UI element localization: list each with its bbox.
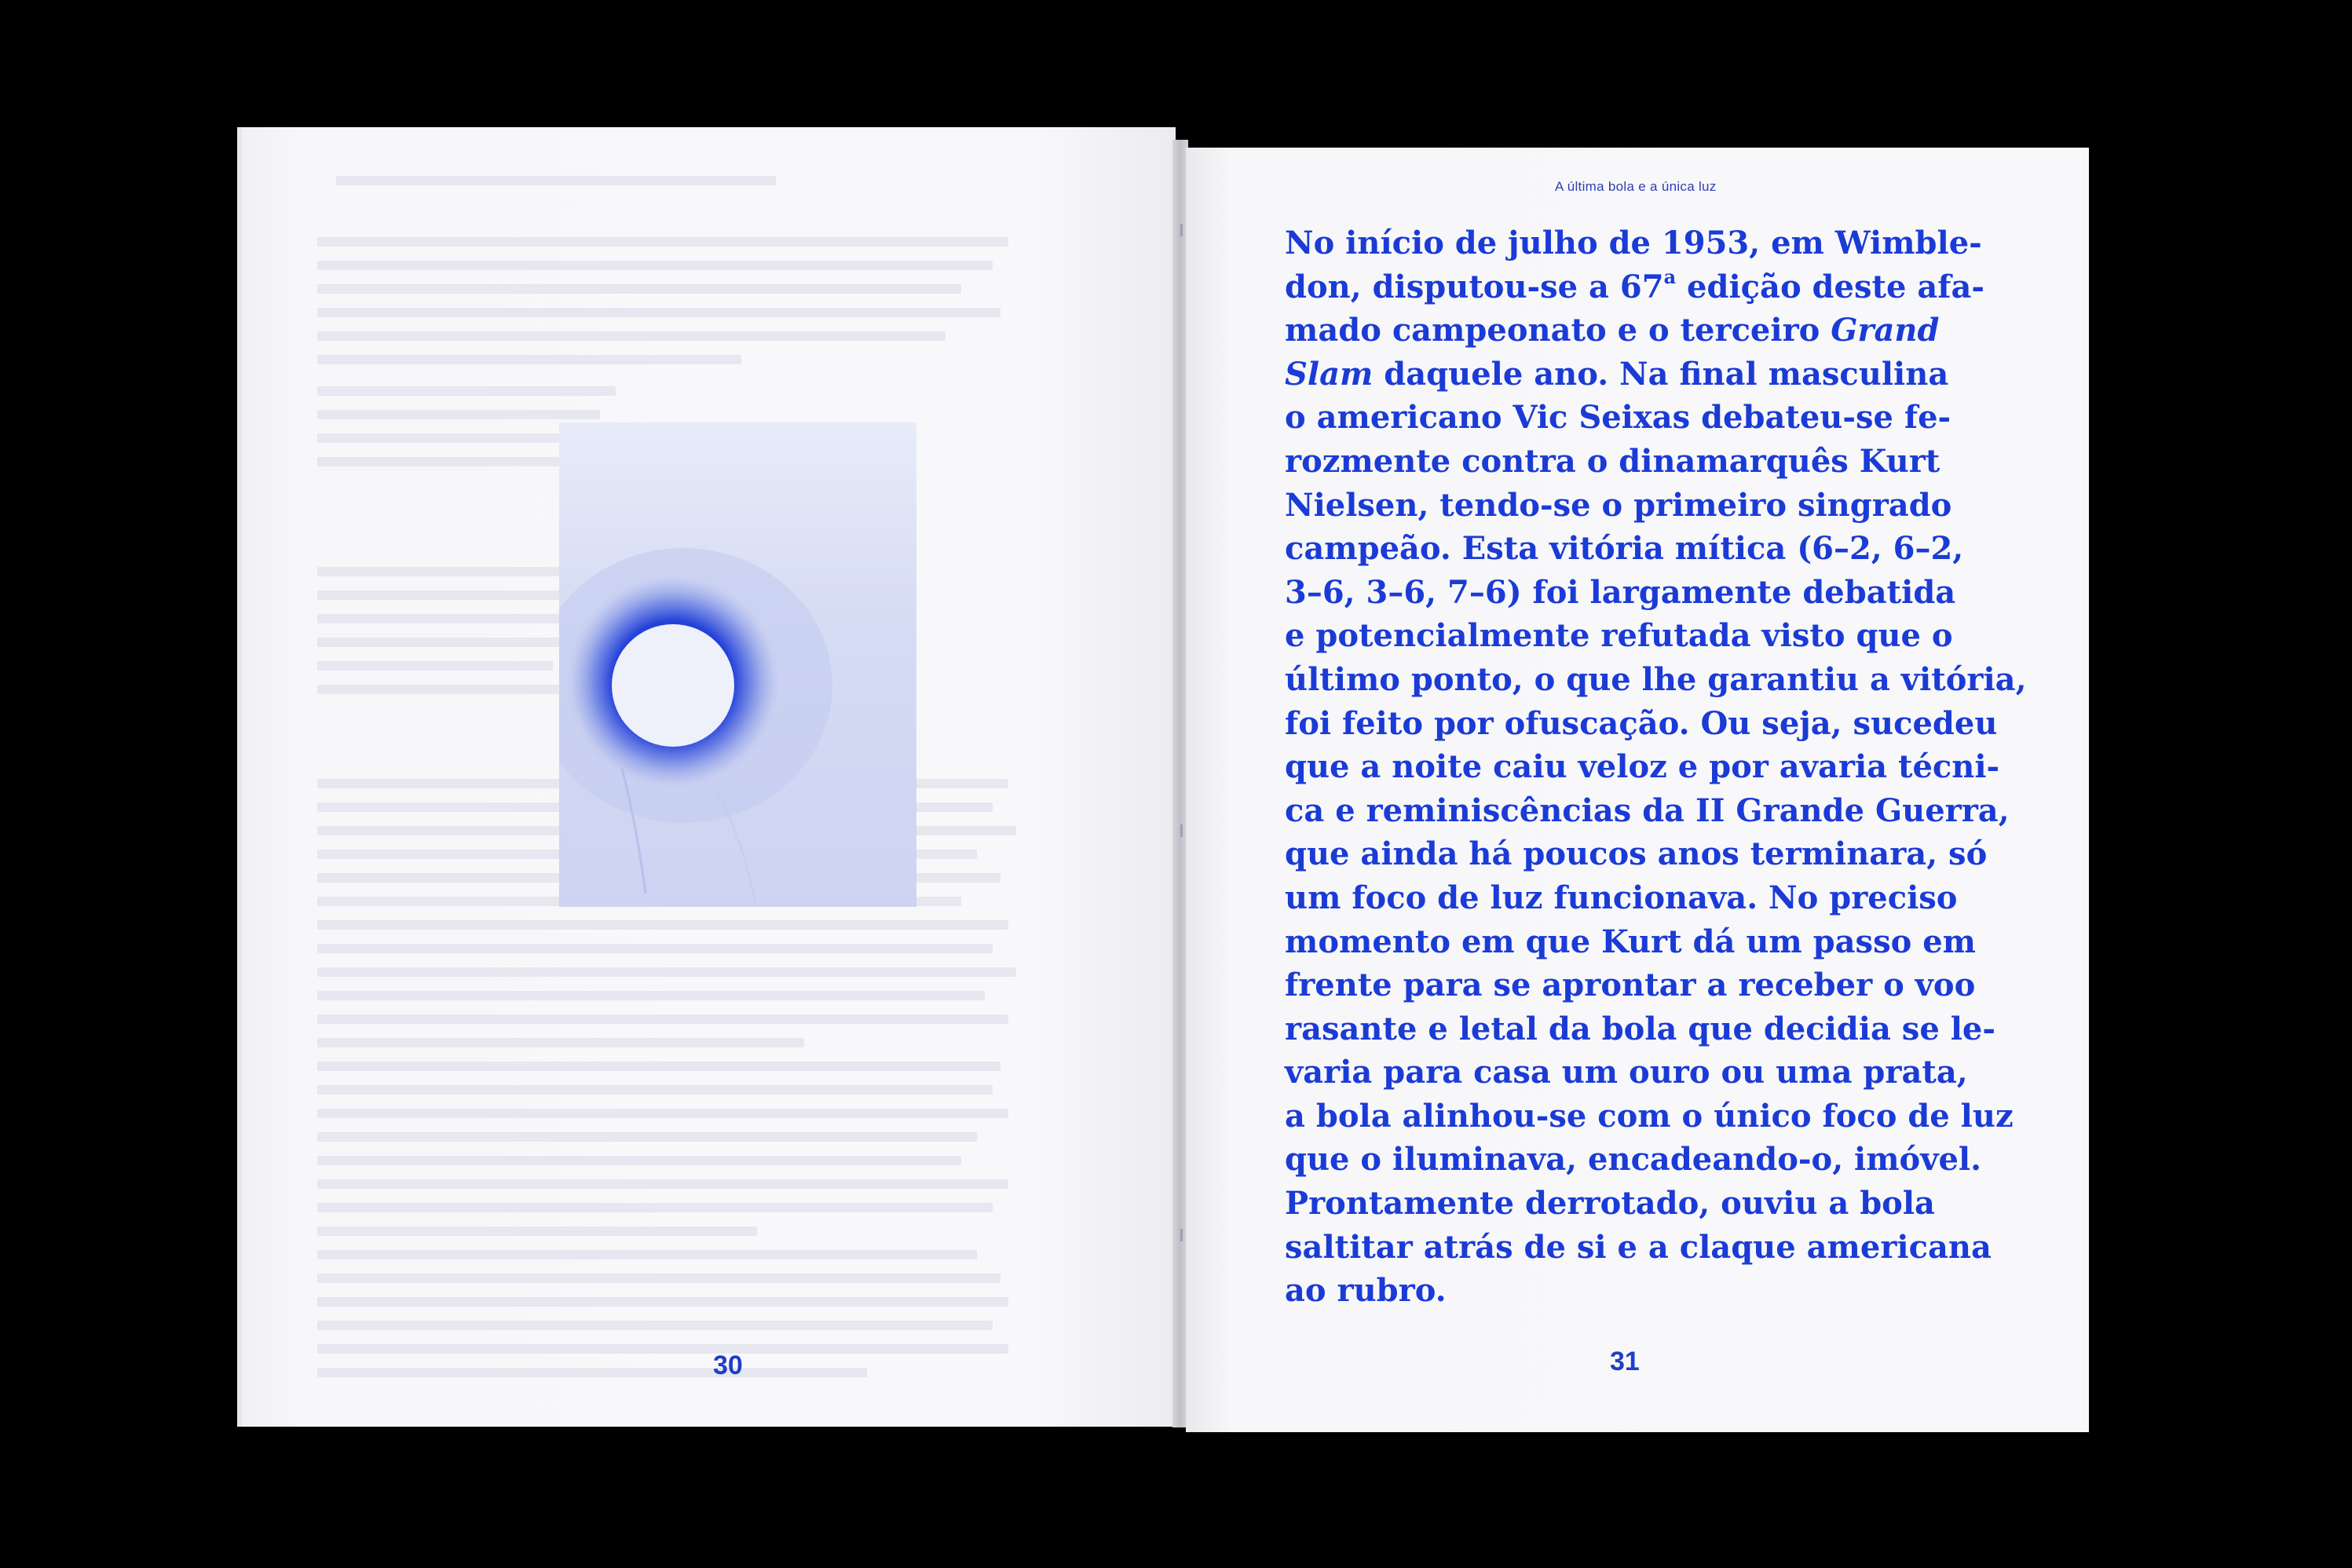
running-head: A última bola e a única luz [1555, 179, 1717, 194]
text-line: Nielsen, tendo-se o primeiro singrado [1285, 486, 1952, 524]
show-through-text [317, 1014, 1008, 1024]
show-through-text [317, 1062, 1000, 1071]
show-through-text [317, 1038, 804, 1047]
text-line: que ainda há poucos anos terminara, só [1285, 835, 1988, 873]
text-run: mado campeonato e o terceiro [1285, 312, 1831, 349]
show-through-text [317, 1179, 1008, 1189]
show-through-text [317, 1109, 1008, 1118]
show-through-text [317, 386, 616, 396]
text-line: um foco de luz funcionava. No preciso [1285, 879, 1958, 916]
text-run: daquele ano. Na final masculina [1373, 355, 1949, 393]
show-through-text [317, 457, 592, 466]
show-through-text [317, 1344, 1008, 1354]
show-through-text [317, 1085, 993, 1095]
text-line: frente para se aprontar a receber o voo [1285, 967, 1976, 1004]
text-run: don, disputou-se a 67 [1285, 268, 1664, 305]
show-through-text [317, 1156, 961, 1165]
text-line [1285, 353, 2023, 397]
text-line: ao rubro. [1285, 1272, 1447, 1310]
show-through-text [317, 991, 985, 1000]
show-through-text [317, 1321, 993, 1330]
eclipse-photo [559, 422, 916, 907]
show-through-text [317, 433, 576, 443]
text-line [1285, 309, 2023, 353]
text-line: rozmente contra o dinamarquês Kurt [1285, 442, 1940, 480]
text-line: e potencialmente refutada visto que o [1285, 617, 1953, 655]
text-line: 3–6, 3–6, 7–6) foi largamente debatida [1285, 573, 1956, 611]
text-line [1285, 265, 2023, 309]
text-run: edição deste afa- [1676, 268, 1984, 305]
show-through-text [317, 638, 576, 647]
text-line: ca e reminiscências da II Grande Guerra, [1285, 791, 2010, 829]
show-through-text [317, 261, 993, 270]
show-through-text [317, 331, 946, 341]
text-line: varia para casa um ouro ou uma prata, [1285, 1054, 1968, 1091]
page-number-right: 31 [1610, 1347, 1640, 1376]
text-line: rasante e letal da bola que decidia se le- [1285, 1010, 1995, 1047]
text-line: que o iluminava, encadeando-o, imóvel. [1285, 1141, 1982, 1179]
text-line: saltitar atrás de si e a claque americana [1285, 1228, 1992, 1266]
show-through-text [317, 590, 584, 600]
text-line: momento em que Kurt dá um passo em [1285, 923, 1976, 960]
show-through-text [317, 1297, 1008, 1307]
show-through-text [317, 685, 584, 694]
body-text [1285, 221, 2027, 1313]
page-number-left: 30 [713, 1351, 743, 1380]
show-through-text [317, 284, 961, 294]
show-through-text [317, 410, 600, 419]
italic-text: Slam [1285, 355, 1374, 393]
show-through-text [317, 1226, 757, 1236]
text-line: foi feito por ofuscação. Ou seja, sucedeu [1285, 704, 1998, 742]
show-through-text [317, 614, 600, 623]
text-line: No início de julho de 1953, em Wimble- [1285, 225, 1982, 261]
show-through-text [317, 920, 1008, 930]
text-line: último ponto, o que lhe garantiu a vitória, [1285, 660, 2027, 698]
show-through-text [317, 567, 569, 576]
binding-stitch [1180, 1229, 1183, 1241]
italic-text: Grand [1831, 312, 1940, 349]
show-through-text [317, 944, 993, 953]
show-through-text [317, 308, 1000, 317]
text-line: que a noite caiu veloz e por avaria técni- [1285, 748, 2000, 786]
binding-stitch [1180, 224, 1183, 236]
show-through-text [317, 661, 553, 671]
show-through-text [336, 176, 776, 185]
show-through-text [317, 1203, 993, 1212]
show-through-text [317, 967, 1016, 977]
show-through-text [317, 1274, 1000, 1283]
text-line: campeão. Esta vitória mítica (6–2, 6–2, [1285, 530, 1964, 568]
show-through-text [317, 237, 1008, 247]
show-through-text [317, 355, 741, 364]
binding-stitch [1180, 824, 1183, 837]
show-through-text [317, 1250, 977, 1259]
show-through-text [317, 1368, 867, 1377]
show-through-text [317, 1132, 977, 1142]
ordinal-superscript: a [1663, 265, 1677, 288]
text-line: o americano Vic Seixas debateu-se fe- [1285, 399, 1951, 437]
text-line: a bola alinhou-se com o único foco de luz [1285, 1097, 2014, 1135]
text-line: Prontamente derrotado, ouviu a bola [1285, 1185, 1935, 1223]
